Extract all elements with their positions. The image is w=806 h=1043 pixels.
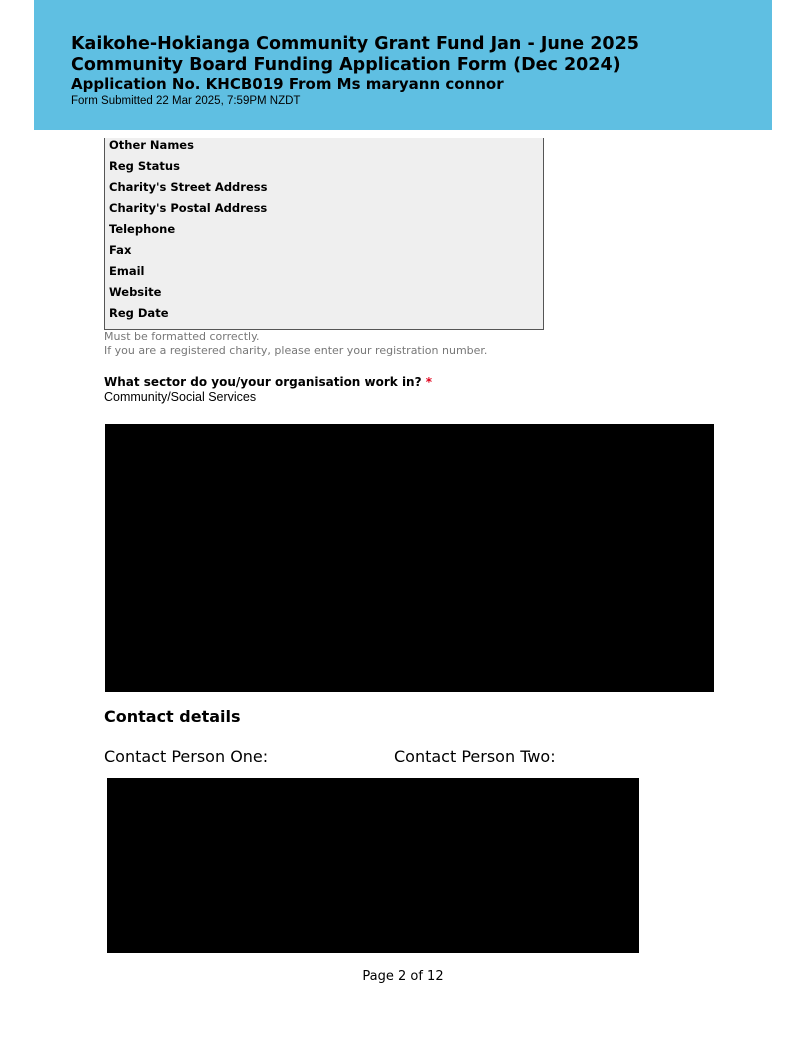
helper-registration: If you are a registered charity, please enter your registration number. [104,344,488,357]
charity-field-street-address: Charity's Street Address [109,180,268,194]
contact-person-one-label: Contact Person One: [104,747,269,766]
page-number: Page 2 of 12 [362,969,444,984]
contact-details-heading: Contact details [104,707,241,726]
contact-person-two-label: Contact Person Two: [394,747,556,766]
redaction-block [107,778,639,953]
application-number: Application No. KHCB019 From Ms maryann connor [71,75,504,93]
charity-field-reg-status: Reg Status [109,159,180,173]
charity-field-website: Website [109,285,162,299]
sector-question-text: What sector do you/your organisation work in? [104,375,422,389]
redaction-block [105,424,714,692]
submitted-timestamp: Form Submitted 22 Mar 2025, 7:59PM NZDT [71,95,301,107]
form-title: Community Board Funding Application Form (Dec 2024) [71,55,621,75]
helper-format: Must be formatted correctly. [104,330,260,343]
charity-field-telephone: Telephone [109,222,176,236]
sector-answer: Community/Social Services [104,390,257,404]
charity-field-reg-date: Reg Date [109,306,169,320]
sector-question [104,375,432,389]
charity-details-box [104,138,544,330]
charity-field-email: Email [109,264,145,278]
required-marker: * [425,375,433,389]
fund-title: Kaikohe-Hokianga Community Grant Fund Jan - June 2025 [71,34,639,54]
charity-field-fax: Fax [109,243,132,257]
charity-field-postal-address: Charity's Postal Address [109,201,268,215]
charity-field-other-names: Other Names [109,138,194,152]
